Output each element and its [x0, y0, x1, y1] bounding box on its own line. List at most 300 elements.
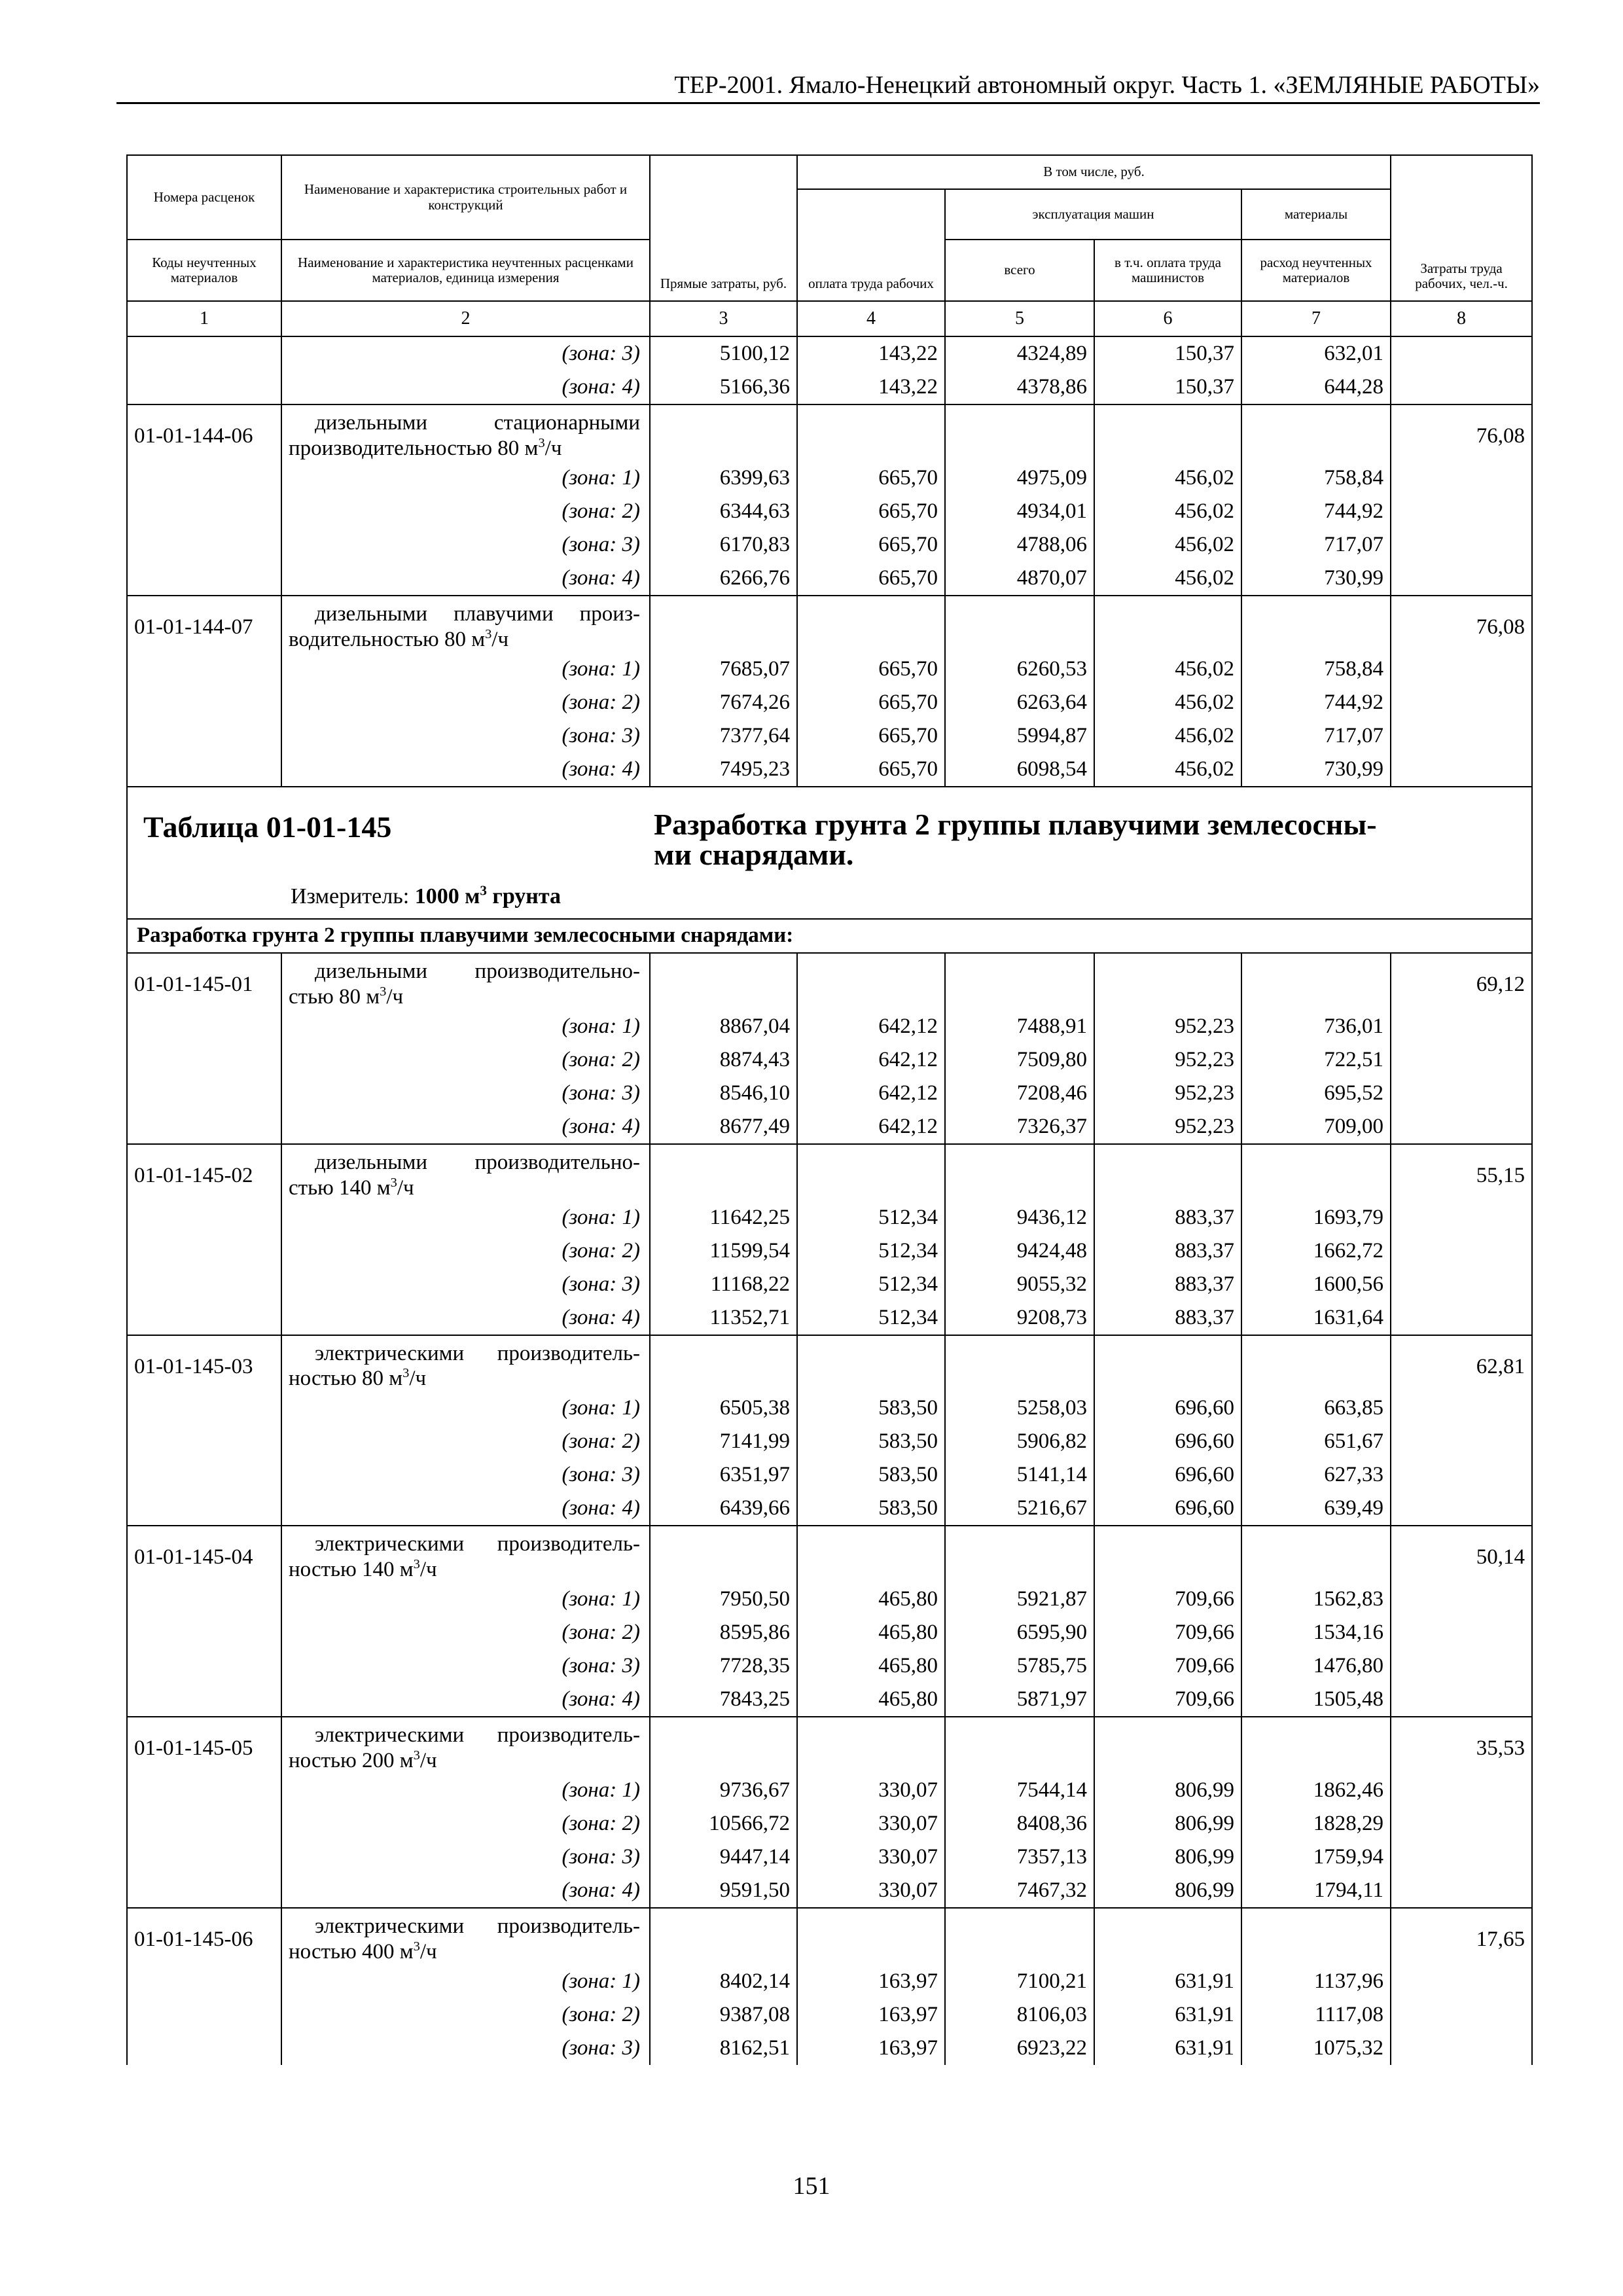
empty-cell	[650, 1908, 797, 1965]
header-total: всего	[945, 240, 1094, 301]
zone-row	[127, 1840, 1532, 1874]
value-cell: 8402,14	[650, 1965, 797, 1998]
empty-cell	[945, 1717, 1094, 1774]
empty-cell	[650, 596, 797, 653]
value-cell: 583,50	[797, 1425, 945, 1458]
value-cell: 7326,37	[945, 1110, 1094, 1144]
value-cell: 709,00	[1241, 1110, 1391, 1144]
value-cell: 1505,48	[1241, 1683, 1391, 1717]
empty-cell	[127, 2032, 281, 2065]
labor-value: 35,53	[1391, 1717, 1532, 1774]
value-cell: 456,02	[1094, 461, 1241, 495]
zone-row	[127, 1874, 1532, 1908]
empty-cell	[797, 1335, 945, 1392]
zone-row	[127, 562, 1532, 596]
empty-cell	[797, 953, 945, 1010]
value-cell: 883,37	[1094, 1201, 1241, 1234]
value-cell: 4788,06	[945, 528, 1094, 562]
value-cell: 709,66	[1094, 1583, 1241, 1616]
empty-cell	[127, 370, 281, 404]
value-cell: 583,50	[797, 1391, 945, 1425]
zone-label: (зона: 4)	[281, 370, 650, 404]
value-cell: 4870,07	[945, 562, 1094, 596]
value-cell: 5166,36	[650, 370, 797, 404]
labor-value: 76,08	[1391, 596, 1532, 653]
zone-label: (зона: 3)	[281, 1840, 650, 1874]
zone-row	[127, 1492, 1532, 1526]
rates-before-table-block	[127, 336, 1532, 787]
empty-cell	[1391, 1077, 1532, 1110]
column-number: 2	[281, 301, 650, 336]
empty-cell	[945, 1908, 1094, 1965]
value-cell: 639,49	[1241, 1492, 1391, 1526]
empty-cell	[797, 404, 945, 461]
header-in-that-number: В том числе, руб.	[797, 155, 1391, 189]
empty-cell	[1391, 336, 1532, 370]
rates-after-table-block	[127, 953, 1532, 2065]
value-cell: 883,37	[1094, 1268, 1241, 1301]
empty-cell	[650, 404, 797, 461]
empty-cell	[1094, 596, 1241, 653]
rate-name: электрическими производитель- ностью 140 $м^3/ч$	[281, 1526, 650, 1583]
empty-cell	[1094, 1717, 1241, 1774]
value-cell: 1828,29	[1241, 1807, 1391, 1840]
header-materials: материалы	[1241, 189, 1391, 240]
price-table	[126, 154, 1533, 2065]
zone-row	[127, 1110, 1532, 1144]
empty-cell	[127, 1998, 281, 2032]
value-cell: 6505,38	[650, 1391, 797, 1425]
value-cell: 9055,32	[945, 1268, 1094, 1301]
empty-cell	[1241, 1908, 1391, 1965]
empty-cell	[945, 1144, 1094, 1201]
page-number: 151	[793, 2172, 830, 2200]
rate-code: 01-01-145-01	[127, 953, 281, 1010]
empty-cell	[127, 461, 281, 495]
zone-row	[127, 1683, 1532, 1717]
value-cell: 583,50	[797, 1458, 945, 1492]
value-cell: 722,51	[1241, 1043, 1391, 1077]
value-cell: 883,37	[1094, 1234, 1241, 1268]
empty-cell	[1391, 1301, 1532, 1335]
column-numbers-row	[127, 301, 1532, 336]
header-material-names: Наименование и характеристика неучтенных расценками материалов, единица измерения	[281, 240, 650, 301]
empty-cell	[1391, 1807, 1532, 1840]
value-cell: 717,07	[1241, 719, 1391, 753]
zone-label: (зона: 4)	[281, 562, 650, 596]
empty-cell	[1241, 1526, 1391, 1583]
value-cell: 7674,26	[650, 686, 797, 719]
value-cell: 7685,07	[650, 653, 797, 686]
value-cell: 806,99	[1094, 1774, 1241, 1807]
empty-cell	[1241, 596, 1391, 653]
empty-cell	[127, 495, 281, 528]
zone-row	[127, 370, 1532, 404]
value-cell: 7495,23	[650, 753, 797, 787]
value-cell: 1534,16	[1241, 1616, 1391, 1649]
value-cell: 736,01	[1241, 1010, 1391, 1043]
empty-cell	[797, 1717, 945, 1774]
zone-label: (зона: 4)	[281, 1492, 650, 1526]
value-cell: 1117,08	[1241, 1998, 1391, 2032]
zone-row	[127, 336, 1532, 370]
value-cell: 6260,53	[945, 653, 1094, 686]
column-number: 8	[1391, 301, 1532, 336]
rate-row	[127, 404, 1532, 461]
empty-cell	[127, 1965, 281, 1998]
value-cell: 651,67	[1241, 1425, 1391, 1458]
value-cell: 665,70	[797, 528, 945, 562]
zone-label: (зона: 3)	[281, 1649, 650, 1683]
empty-cell	[1391, 1234, 1532, 1268]
value-cell: 952,23	[1094, 1077, 1241, 1110]
value-cell: 5258,03	[945, 1391, 1094, 1425]
value-cell: 952,23	[1094, 1010, 1241, 1043]
value-cell: 512,34	[797, 1268, 945, 1301]
zone-label: (зона: 2)	[281, 1807, 650, 1840]
rate-name-line1: дизельными плавучими произ-	[315, 601, 640, 626]
column-number: 7	[1241, 301, 1391, 336]
empty-cell	[1391, 1774, 1532, 1807]
header-row-codes: Номера расценок	[127, 155, 281, 240]
empty-cell	[945, 953, 1094, 1010]
labor-value: 17,65	[1391, 1908, 1532, 1965]
zone-label: (зона: 4)	[281, 753, 650, 787]
empty-cell	[1391, 1043, 1532, 1077]
value-cell: 143,22	[797, 336, 945, 370]
value-cell: 5921,87	[945, 1583, 1094, 1616]
empty-cell	[1094, 404, 1241, 461]
zone-label: (зона: 3)	[281, 1458, 650, 1492]
rate-name-line2: производительностью 80 м	[289, 436, 539, 460]
empty-cell	[127, 1583, 281, 1616]
value-cell: 10566,72	[650, 1807, 797, 1840]
rate-row	[127, 1144, 1532, 1201]
value-cell: 7950,50	[650, 1583, 797, 1616]
empty-cell	[127, 753, 281, 787]
value-cell: 9387,08	[650, 1998, 797, 2032]
value-cell: 143,22	[797, 370, 945, 404]
empty-cell	[945, 404, 1094, 461]
empty-cell	[1094, 1144, 1241, 1201]
value-cell: 163,97	[797, 2032, 945, 2065]
column-number: 1	[127, 301, 281, 336]
empty-cell	[127, 1616, 281, 1649]
empty-cell	[127, 653, 281, 686]
empty-cell	[127, 528, 281, 562]
zone-row	[127, 753, 1532, 787]
value-cell: 4975,09	[945, 461, 1094, 495]
rate-name: дизельными стационарными производительностью 80 $м^3/ч$	[281, 404, 650, 461]
value-cell: 11352,71	[650, 1301, 797, 1335]
value-cell: 456,02	[1094, 562, 1241, 596]
zone-row	[127, 1583, 1532, 1616]
rate-name-line1: электрическими производитель-	[315, 1914, 640, 1939]
zone-label: (зона: 3)	[281, 1077, 650, 1110]
value-cell: 744,92	[1241, 495, 1391, 528]
value-cell: 5216,67	[945, 1492, 1094, 1526]
empty-cell	[945, 596, 1094, 653]
zone-label: (зона: 1)	[281, 1774, 650, 1807]
zone-row	[127, 1268, 1532, 1301]
value-cell: 8595,86	[650, 1616, 797, 1649]
value-cell: 744,92	[1241, 686, 1391, 719]
zone-row	[127, 719, 1532, 753]
value-cell: 883,37	[1094, 1301, 1241, 1335]
value-cell: 8162,51	[650, 2032, 797, 2065]
value-cell: 627,33	[1241, 1458, 1391, 1492]
value-cell: 696,60	[1094, 1458, 1241, 1492]
empty-cell	[945, 1526, 1094, 1583]
table-measure: Измеритель: 1000 $м^3$ грунта	[291, 882, 562, 908]
empty-cell	[1391, 719, 1532, 753]
table-label: Таблица 01-01-145	[143, 810, 392, 844]
empty-cell	[127, 1840, 281, 1874]
value-cell: 330,07	[797, 1774, 945, 1807]
zone-label: (зона: 2)	[281, 495, 650, 528]
value-cell: 709,66	[1094, 1649, 1241, 1683]
value-cell: 952,23	[1094, 1043, 1241, 1077]
zone-row	[127, 1425, 1532, 1458]
rate-name: электрическими производитель- ностью 200 $м^3/ч$	[281, 1717, 650, 1774]
rate-name-line2: ностью 200 м	[289, 1749, 414, 1773]
value-cell: 456,02	[1094, 653, 1241, 686]
value-cell: 5100,12	[650, 336, 797, 370]
empty-cell	[1391, 1683, 1532, 1717]
value-cell: 4378,86	[945, 370, 1094, 404]
value-cell: 7544,14	[945, 1774, 1094, 1807]
empty-cell	[1391, 1425, 1532, 1458]
rate-name: дизельными производительно- стью 140 $м^3/ч$	[281, 1144, 650, 1201]
value-cell: 1631,64	[1241, 1301, 1391, 1335]
value-cell: 512,34	[797, 1201, 945, 1234]
value-cell: 150,37	[1094, 336, 1241, 370]
value-cell: 9447,14	[650, 1840, 797, 1874]
zone-label: (зона: 4)	[281, 1874, 650, 1908]
zone-label: (зона: 2)	[281, 1998, 650, 2032]
zone-row	[127, 1391, 1532, 1425]
empty-cell	[1094, 953, 1241, 1010]
value-cell: 952,23	[1094, 1110, 1241, 1144]
empty-cell	[797, 1908, 945, 1965]
rate-name-line2: стью 140 м	[289, 1175, 391, 1200]
value-cell: 7728,35	[650, 1649, 797, 1683]
empty-cell	[1094, 1335, 1241, 1392]
rate-code: 01-01-145-06	[127, 1908, 281, 1965]
empty-cell	[1241, 953, 1391, 1010]
value-cell: 7509,80	[945, 1043, 1094, 1077]
value-cell: 6351,97	[650, 1458, 797, 1492]
empty-cell	[127, 1391, 281, 1425]
value-cell: 11168,22	[650, 1268, 797, 1301]
zone-label: (зона: 2)	[281, 1043, 650, 1077]
zone-row	[127, 1807, 1532, 1840]
value-cell: 456,02	[1094, 719, 1241, 753]
rate-code: 01-01-144-06	[127, 404, 281, 461]
empty-cell	[127, 1110, 281, 1144]
value-cell: 11642,25	[650, 1201, 797, 1234]
value-cell: 709,66	[1094, 1616, 1241, 1649]
empty-cell	[650, 1335, 797, 1392]
value-cell: 9208,73	[945, 1301, 1094, 1335]
value-cell: 665,70	[797, 653, 945, 686]
value-cell: 663,85	[1241, 1391, 1391, 1425]
empty-cell	[1391, 1110, 1532, 1144]
zone-label: (зона: 4)	[281, 1301, 650, 1335]
empty-cell	[127, 1874, 281, 1908]
value-cell: 163,97	[797, 1965, 945, 1998]
value-cell: 465,80	[797, 1683, 945, 1717]
empty-cell	[1391, 370, 1532, 404]
zone-row	[127, 1077, 1532, 1110]
value-cell: 1862,46	[1241, 1774, 1391, 1807]
empty-cell	[650, 953, 797, 1010]
zone-label: (зона: 3)	[281, 528, 650, 562]
value-cell: 8408,36	[945, 1807, 1094, 1840]
rate-name-line2: ностью 140 м	[289, 1558, 414, 1582]
empty-cell	[1391, 1965, 1532, 1998]
empty-cell	[127, 1458, 281, 1492]
rate-name-line1: электрическими производитель-	[315, 1341, 640, 1365]
zone-row	[127, 2032, 1532, 2065]
zone-label: (зона: 2)	[281, 1425, 650, 1458]
empty-cell	[1241, 1717, 1391, 1774]
rate-name: дизельными производительно- стью 80 $м^3/ч$	[281, 953, 650, 1010]
column-number: 5	[945, 301, 1094, 336]
value-cell: 632,01	[1241, 336, 1391, 370]
zone-row	[127, 1649, 1532, 1683]
value-cell: 806,99	[1094, 1807, 1241, 1840]
rate-name-line2: ностью 400 м	[289, 1940, 414, 1964]
rate-row	[127, 1717, 1532, 1774]
zone-row	[127, 461, 1532, 495]
value-cell: 8874,43	[650, 1043, 797, 1077]
empty-cell	[127, 1807, 281, 1840]
value-cell: 631,91	[1094, 1965, 1241, 1998]
zone-row	[127, 1301, 1532, 1335]
zone-label: (зона: 1)	[281, 1010, 650, 1043]
header-machine-ops: эксплуатация машин	[945, 189, 1241, 240]
zone-row	[127, 1998, 1532, 2032]
value-cell: 456,02	[1094, 686, 1241, 719]
empty-cell	[650, 1144, 797, 1201]
value-cell: 512,34	[797, 1301, 945, 1335]
value-cell: 5871,97	[945, 1683, 1094, 1717]
value-cell: 5785,75	[945, 1649, 1094, 1683]
rate-row	[127, 596, 1532, 653]
header-labor-costs: Затраты труда рабочих, чел.-ч.	[1391, 155, 1532, 301]
value-cell: 5906,82	[945, 1425, 1094, 1458]
empty-cell	[127, 336, 281, 370]
value-cell: 665,70	[797, 753, 945, 787]
empty-cell	[127, 1077, 281, 1110]
empty-cell	[1391, 1010, 1532, 1043]
empty-cell	[1391, 1201, 1532, 1234]
zone-label: (зона: 4)	[281, 1683, 650, 1717]
value-cell: 1759,94	[1241, 1840, 1391, 1874]
zone-row	[127, 1043, 1532, 1077]
value-cell: 1075,32	[1241, 2032, 1391, 2065]
column-number: 6	[1094, 301, 1241, 336]
value-cell: 1476,80	[1241, 1649, 1391, 1683]
value-cell: 6399,63	[650, 461, 797, 495]
value-cell: 665,70	[797, 461, 945, 495]
value-cell: 456,02	[1094, 528, 1241, 562]
value-cell: 1137,96	[1241, 1965, 1391, 1998]
value-cell: 696,60	[1094, 1425, 1241, 1458]
value-cell: 9736,67	[650, 1774, 797, 1807]
empty-cell	[1094, 1908, 1241, 1965]
zone-label: (зона: 1)	[281, 461, 650, 495]
value-cell: 330,07	[797, 1840, 945, 1874]
zone-label: (зона: 3)	[281, 336, 650, 370]
empty-cell	[127, 1649, 281, 1683]
value-cell: 7141,99	[650, 1425, 797, 1458]
empty-cell	[1241, 404, 1391, 461]
zone-label: (зона: 1)	[281, 1583, 650, 1616]
value-cell: 730,99	[1241, 562, 1391, 596]
empty-cell	[127, 1301, 281, 1335]
value-cell: 7467,32	[945, 1874, 1094, 1908]
rate-code: 01-01-145-02	[127, 1144, 281, 1201]
rate-name: дизельными плавучими произ- водительностью 80 $м^3/ч$	[281, 596, 650, 653]
value-cell: 665,70	[797, 719, 945, 753]
value-cell: 758,84	[1241, 653, 1391, 686]
header-material-codes: Коды неучтенных материалов	[127, 240, 281, 301]
value-cell: 8546,10	[650, 1077, 797, 1110]
empty-cell	[945, 1335, 1094, 1392]
zone-row	[127, 1965, 1532, 1998]
value-cell: 717,07	[1241, 528, 1391, 562]
rate-name: электрическими производитель- ностью 80 $м^3/ч$	[281, 1335, 650, 1392]
labor-value: 50,14	[1391, 1526, 1532, 1583]
zone-row	[127, 1201, 1532, 1234]
empty-cell	[127, 1492, 281, 1526]
value-cell: 6595,90	[945, 1616, 1094, 1649]
section-heading: Разработка грунта 2 группы плавучими землесосными снарядами:	[127, 919, 1532, 953]
value-cell: 1794,11	[1241, 1874, 1391, 1908]
zone-label: (зона: 1)	[281, 653, 650, 686]
value-cell: 631,91	[1094, 1998, 1241, 2032]
value-cell: 8106,03	[945, 1998, 1094, 2032]
empty-cell	[1391, 461, 1532, 495]
header-direct-costs: Прямые затраты, руб.	[650, 155, 797, 301]
rate-name-line2: водительностью 80 м	[289, 627, 486, 651]
empty-cell	[1391, 2032, 1532, 2065]
zone-label: (зона: 4)	[281, 1110, 650, 1144]
value-cell: 696,60	[1094, 1391, 1241, 1425]
value-cell: 9424,48	[945, 1234, 1094, 1268]
zone-label: (зона: 2)	[281, 1616, 650, 1649]
empty-cell	[1391, 753, 1532, 787]
value-cell: 6439,66	[650, 1492, 797, 1526]
value-cell: 512,34	[797, 1234, 945, 1268]
value-cell: 6098,54	[945, 753, 1094, 787]
running-head: ТЕР-2001. Ямало-Ненецкий автономный округ. Часть 1. «ЗЕМЛЯНЫЕ РАБОТЫ»	[116, 68, 1540, 104]
rate-name-line1: дизельными производительно-	[315, 959, 640, 983]
value-cell: 642,12	[797, 1043, 945, 1077]
value-cell: 1662,72	[1241, 1234, 1391, 1268]
empty-cell	[1391, 1840, 1532, 1874]
empty-cell	[650, 1717, 797, 1774]
empty-cell	[1391, 1616, 1532, 1649]
rate-name-line1: электрическими производитель-	[315, 1723, 640, 1748]
zone-label: (зона: 3)	[281, 1268, 650, 1301]
zone-label: (зона: 1)	[281, 1391, 650, 1425]
empty-cell	[127, 719, 281, 753]
empty-cell	[1391, 562, 1532, 596]
rate-name-line1: дизельными производительно-	[315, 1150, 640, 1174]
